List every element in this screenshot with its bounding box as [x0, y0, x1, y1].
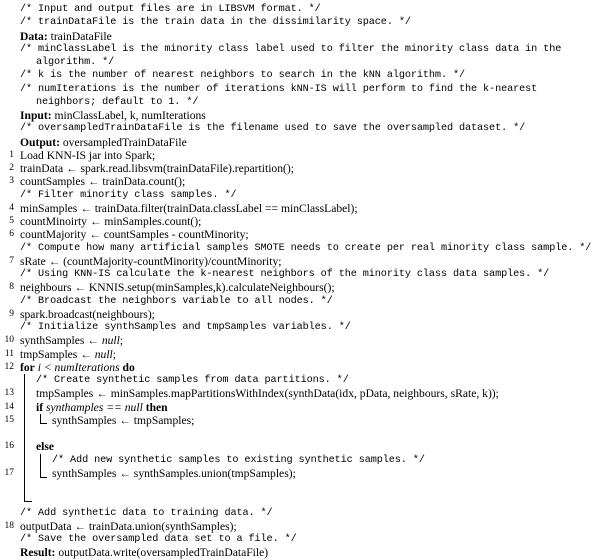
statement-text: [52, 414, 194, 427]
comment-text: [36, 96, 198, 109]
for-block-end: [24, 501, 32, 502]
if-block-end: [40, 423, 47, 424]
comment-text: [36, 56, 114, 69]
statement-text: [36, 387, 499, 400]
line-number: 6: [9, 229, 14, 240]
line-number: 18: [4, 520, 14, 531]
text-part: neighbours ← KNNIS.setup(minSamples,k).calculateNeighbours();: [20, 281, 335, 295]
comment-text: [36, 374, 349, 387]
text-part: oversampledTrainDataFile: [59, 135, 187, 149]
comment-text: [20, 3, 321, 16]
text-part: tmpSamples ← minSamples.mapPartitionsWithIndex(synthData(idx, pData, neighbours, sRate, k));: [36, 387, 499, 401]
statement-text: [20, 255, 281, 268]
statement-text: [20, 162, 294, 175]
line-number: 8: [9, 282, 14, 293]
else-block-end: [40, 477, 47, 478]
text-part: neighbors; default to 1. */: [36, 96, 199, 108]
text-part: minClassLabel, k, numIterations: [51, 109, 206, 122]
statement-text: [20, 281, 335, 294]
comment-text: [20, 321, 351, 334]
comment-text: [20, 507, 273, 520]
text-part: /* k is the number of nearest neighbors to search in the kNN algorithm. */: [20, 70, 465, 82]
line-number: 5: [9, 216, 14, 226]
text-part: minSamples ← trainData.filter(trainData.classLabel == minClassLabel);: [20, 201, 358, 215]
statement-text: [20, 546, 268, 559]
line-number: 14: [4, 401, 14, 412]
comment-text: [20, 122, 525, 135]
text-part: spark.broadcast(neighbours);: [20, 307, 155, 321]
text-part: algorithm. */: [36, 57, 115, 68]
statement-text: [36, 401, 168, 414]
text-part: synthSamples ←: [20, 334, 102, 348]
text-part: /* Add new synthetic samples to existing synthetic samples. */: [52, 454, 425, 466]
keyword: Data:: [20, 29, 48, 43]
line-number: 12: [4, 361, 14, 372]
comment-text: [20, 533, 297, 546]
comment-text: [20, 43, 561, 56]
statement-text: [20, 136, 187, 149]
text-part: /* Broadcast the neighbors variable to all nodes. */: [20, 295, 333, 307]
text-part: synthSamples ← tmpSamples;: [52, 413, 195, 427]
comment-text: [20, 268, 549, 281]
statement-text: [20, 361, 135, 374]
line-number: 7: [9, 255, 14, 266]
comment-text: [20, 189, 237, 202]
text-part: /* Filter minority class samples. */: [20, 189, 237, 201]
line-number: 17: [4, 467, 14, 478]
text-part: ;: [119, 334, 124, 348]
comment-text: [20, 83, 537, 96]
statement-text: [20, 228, 249, 241]
keyword: do: [119, 360, 135, 374]
statement-text: [20, 334, 123, 347]
text-part: countSamples ← trainData.count();: [20, 175, 186, 189]
keyword: Result:: [20, 546, 56, 560]
line-number: 16: [4, 441, 14, 452]
statement-text: [20, 348, 116, 361]
comment-text: [20, 69, 465, 82]
text-part: outputData ← trainData.union(synthSamples);: [20, 519, 237, 533]
text-part: /* trainDataFile is the train data in the dissimilarity space. */: [20, 17, 411, 29]
text-part: trainDataFile: [47, 29, 112, 43]
text-part: /* Compute how many artificial samples SMOTE needs to create per real minority class sample. */: [20, 242, 592, 254]
keyword: else: [36, 440, 55, 454]
italic-expr: null: [101, 334, 120, 348]
text-part: countMajority ← countSamples - countMinority;: [20, 228, 249, 242]
text-part: /* Save the oversampled data set to a file. */: [20, 534, 297, 545]
text-part: /* Initialize synthSamples and tmpSamples variables. */: [20, 322, 351, 333]
text-part: /* Add synthetic data to training data. */: [20, 507, 273, 519]
statement-text: [20, 520, 237, 533]
text-part: ;: [112, 347, 116, 361]
statement-text: [20, 149, 155, 162]
text-part: /* minClassLabel is the minority class label used to filter the minority class data in the: [20, 43, 562, 55]
statement-text: [20, 202, 358, 215]
statement-text: [20, 215, 201, 228]
text-part: synthSamples ← synthSamples.union(tmpSamples);: [52, 466, 296, 480]
italic-expr: null: [94, 347, 113, 361]
keyword: Output:: [20, 135, 60, 149]
for-block-bar: [24, 374, 25, 501]
text-part: /* numIterations is the number of iterations kNN-IS will perform to find the k-nearest: [20, 83, 538, 95]
keyword: if: [36, 400, 44, 414]
text-part: trainData ← spark.read.libsvm(trainDataFile).repartition();: [20, 162, 294, 175]
line-number: 9: [9, 308, 14, 319]
comment-text: [20, 242, 591, 255]
statement-text: [20, 30, 112, 43]
keyword: then: [142, 400, 168, 414]
line-number: 1: [9, 149, 14, 160]
comment-text: [20, 295, 333, 308]
line-number: 13: [4, 388, 14, 399]
statement-text: [20, 109, 206, 122]
text-part: /* oversampledTrainDataFile is the filename used to save the oversampled dataset. */: [20, 123, 526, 135]
text-part: tmpSamples ←: [20, 347, 95, 361]
text-part: countMinoirty ← minSamples.count();: [20, 215, 202, 228]
text-part: sRate ← (countMajority-countMinority)/countMinority;: [20, 254, 282, 268]
line-number: 15: [4, 414, 14, 425]
text-part: outputData.write(oversampledTrainDataFile): [55, 546, 269, 560]
text-part: /* Create synthetic samples from data partitions. */: [36, 375, 349, 386]
statement-text: [52, 467, 296, 480]
comment-text: [52, 454, 425, 467]
line-number: 10: [4, 335, 14, 346]
text-part: /* Input and output files are in LIBSVM format. */: [20, 4, 321, 15]
line-number: 11: [4, 348, 14, 359]
keyword: Input:: [20, 109, 52, 122]
line-number: 3: [9, 176, 14, 187]
statement-text: [20, 175, 185, 188]
statement-text: [20, 308, 155, 321]
comment-text: [20, 16, 411, 29]
italic-expr: i < numIterations: [37, 360, 120, 374]
italic-expr: synthamples == null: [46, 400, 143, 414]
else-block-bar: [40, 454, 41, 477]
text-part: /* Using KNN-IS calculate the k-nearest neighbors of the minority class data samples. */: [20, 269, 550, 280]
keyword: for: [20, 360, 35, 374]
line-number: 4: [9, 202, 14, 213]
statement-text: [36, 440, 54, 453]
text-part: Load KNN-IS jar into Spark;: [20, 148, 156, 162]
line-number: 2: [9, 163, 14, 173]
if-block-bar: [40, 414, 41, 423]
